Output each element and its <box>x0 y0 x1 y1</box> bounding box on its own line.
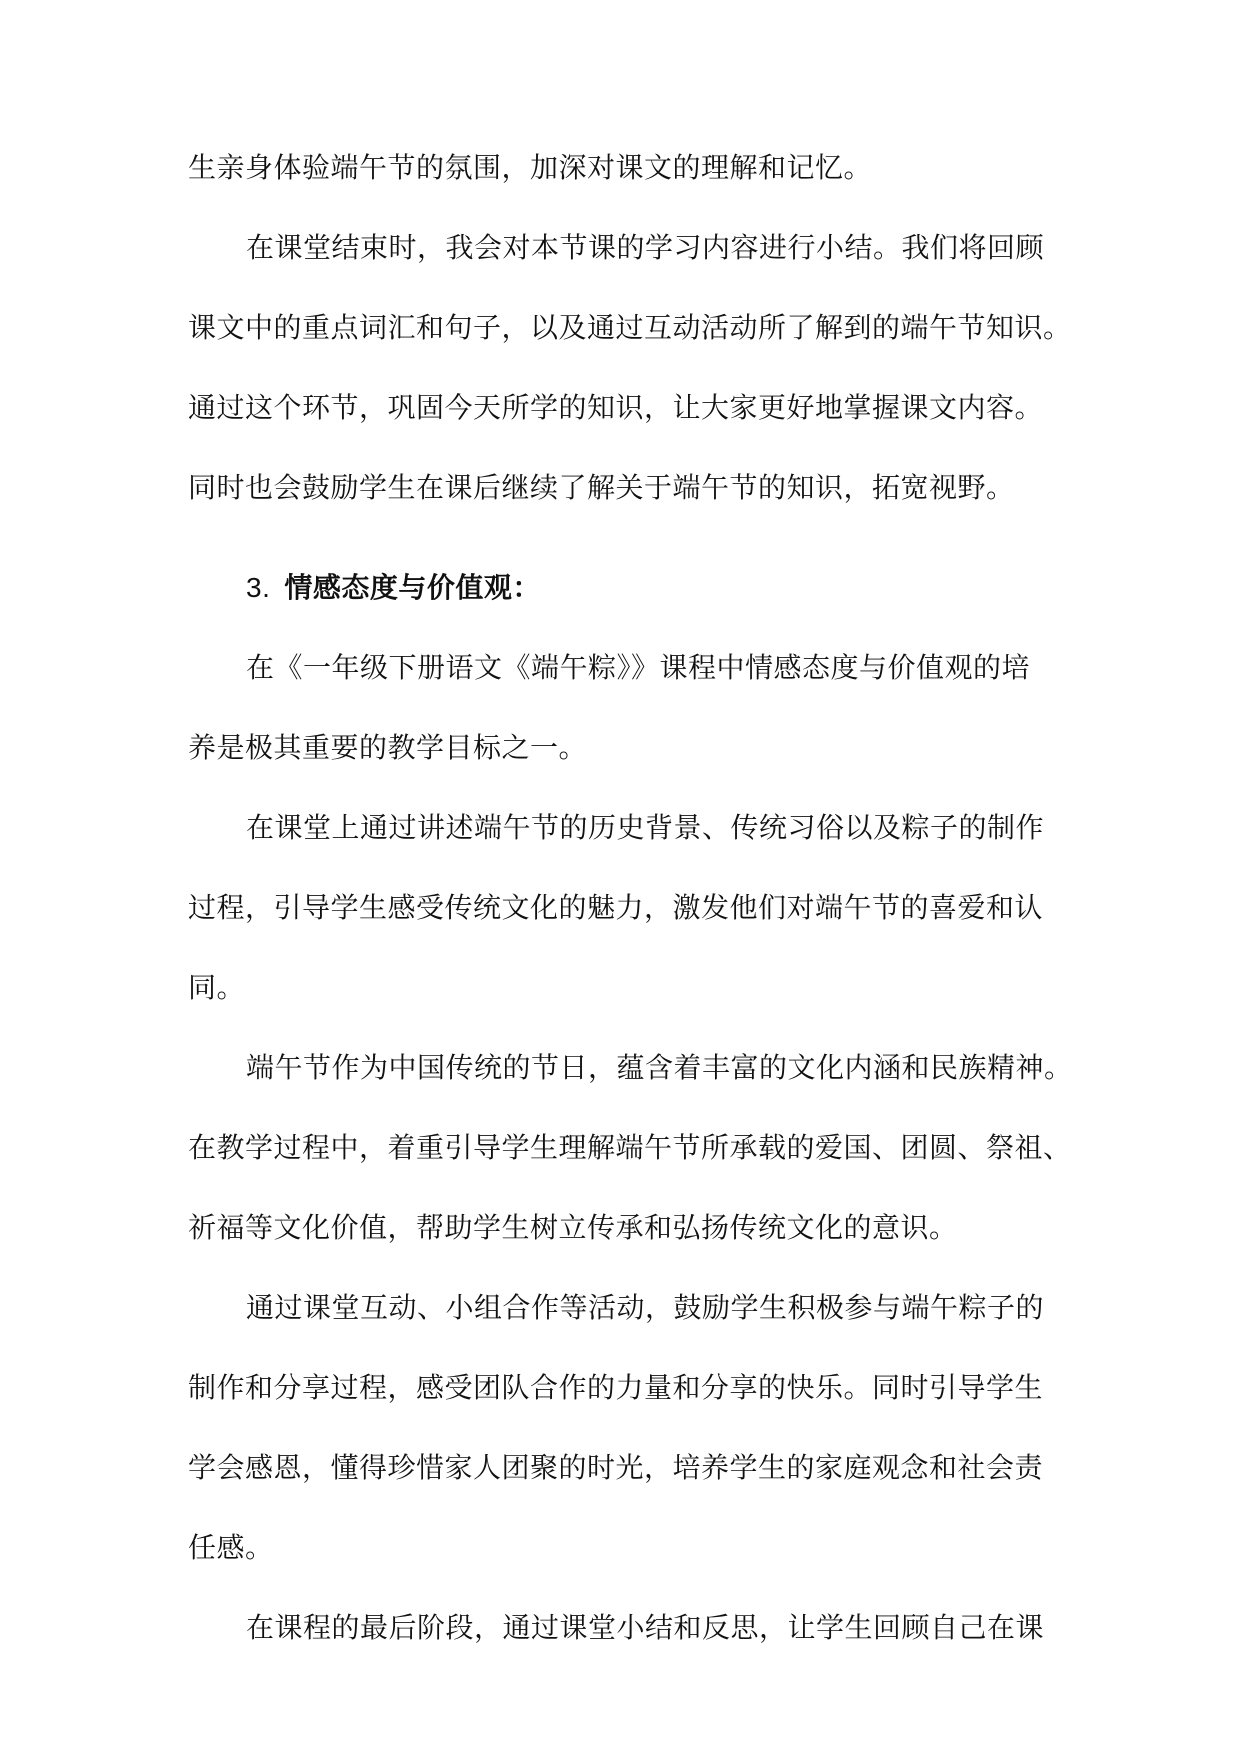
paragraph-5 <box>188 1608 1063 1648</box>
document-body <box>188 148 1073 1648</box>
text-line: 在《一年级下册语文《端午粽》》课程中情感态度与价值观的培 <box>246 651 1031 684</box>
text-line: 过程，引导学生感受传统文化的魅力，激发他们对端午节的喜爱和认 <box>188 891 1044 924</box>
text-line: 端午节作为中国传统的节日，蕴含着丰富的文化内涵和民族精神。 <box>246 1051 1073 1084</box>
section-number: 3. <box>246 572 271 603</box>
text-line: 学会感恩，懂得珍惜家人团聚的时光，培养学生的家庭观念和社会责 <box>188 1451 1044 1484</box>
text-line: 通过课堂互动、小组合作等活动，鼓励学生积极参与端午粽子的 <box>246 1291 1045 1324</box>
paragraph-summary <box>188 228 1072 508</box>
text-line: 在课堂结束时，我会对本节课的学习内容进行小结。我们将回顾 <box>246 231 1045 264</box>
text-line: 同。 <box>188 971 246 1004</box>
paragraph-2 <box>188 808 1063 1008</box>
paragraph-intro <box>188 148 1063 188</box>
text-line: 任感。 <box>188 1531 274 1564</box>
text-line: 制作和分享过程，感受团队合作的力量和分享的快乐。同时引导学生 <box>188 1371 1044 1404</box>
text-line: 课文中的重点词汇和句子，以及通过互动活动所了解到的端午节知识。 <box>188 311 1072 344</box>
paragraph-3 <box>188 1048 1073 1248</box>
text-line: 在课堂上通过讲述端午节的历史背景、传统习俗以及粽子的制作 <box>246 811 1045 844</box>
paragraph-1 <box>188 648 1063 768</box>
text-line: 在教学过程中，着重引导学生理解端午节所承载的爱国、团圆、祭祖、 <box>188 1131 1072 1164</box>
text-line: 在课程的最后阶段，通过课堂小结和反思，让学生回顾自己在课 <box>246 1611 1045 1644</box>
text-line: 祈福等文化价值，帮助学生树立传承和弘扬传统文化的意识。 <box>188 1211 958 1244</box>
text-line: 同时也会鼓励学生在课后继续了解关于端午节的知识，拓宽视野。 <box>188 471 1015 504</box>
section-title: 情感态度与价值观： <box>284 571 541 604</box>
text-line: 通过这个环节，巩固今天所学的知识，让大家更好地掌握课文内容。 <box>188 391 1044 424</box>
text-line: 生亲身体验端午节的氛围，加深对课文的理解和记忆。 <box>188 151 873 184</box>
paragraph-4 <box>188 1288 1063 1568</box>
text-line: 养是极其重要的教学目标之一。 <box>188 731 588 764</box>
section-heading <box>188 568 1063 608</box>
